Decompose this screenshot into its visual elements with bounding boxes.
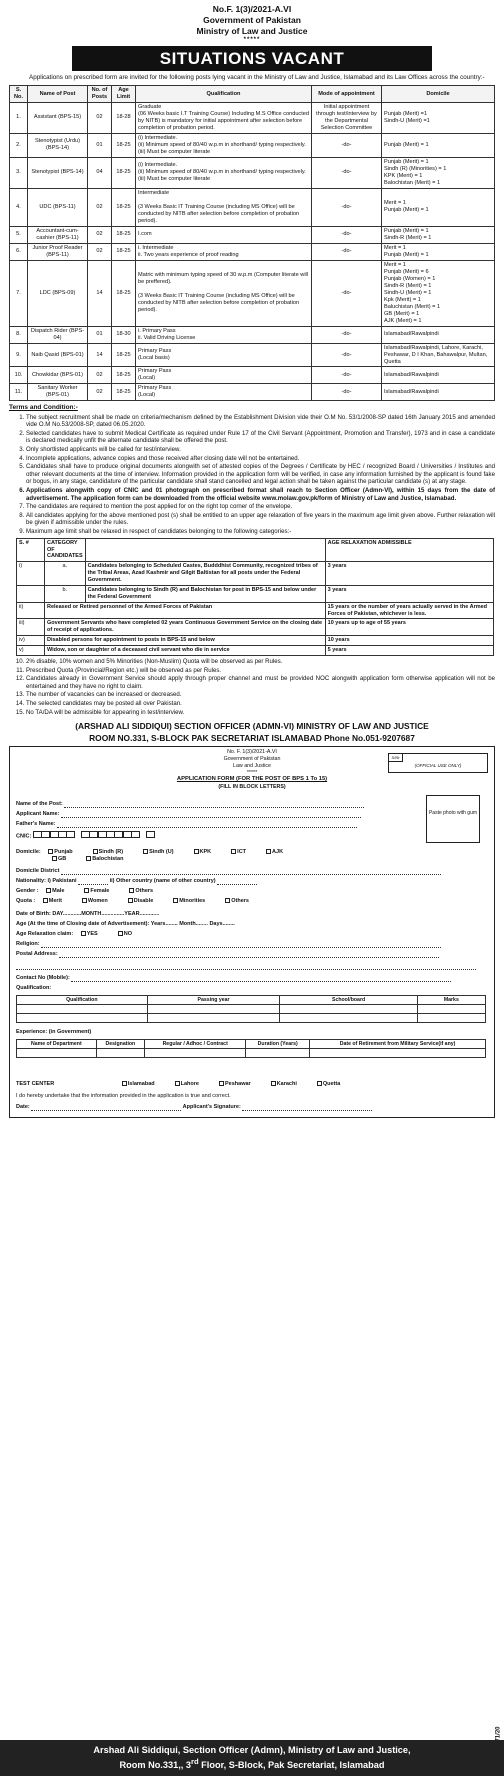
post-qualification: (i) Intermediate. (ii) Minimum speed of 80/40 w.p.m in shorthand/ typing respectively. (iii) Must be computer literate (136, 133, 312, 157)
col-mode: Mode of appointment (312, 86, 382, 103)
quota-option-label: Disable (133, 897, 154, 904)
relax-table-row (17, 646, 494, 656)
cnic-field[interactable] (33, 831, 154, 841)
post-name: Junior Proof Reader (BPS-11) (28, 243, 88, 260)
form-ministry: Law and Justice (233, 762, 271, 769)
post-sno: 8. (10, 326, 28, 343)
domicile-checkbox[interactable] (86, 856, 91, 861)
file-number: No.F. 1(3)/2021-A.VI (212, 4, 292, 14)
domicile-option-label: GB (58, 855, 67, 862)
signature-label: Applicant's Signature: (182, 1103, 241, 1110)
term-item: 13. The number of vacancies can be increased or decreased. (26, 691, 495, 699)
intro-paragraph: Applications on prescribed form are invited for the following posts lying vacant in the Ministry of Law and Justice, Islamabad and its Law Offices across the country:- (29, 74, 485, 82)
gender-row (16, 888, 167, 895)
posts-table-row (10, 226, 495, 243)
col-qualification: Qualification (136, 86, 312, 103)
nationality-pakistani: i) Pakistani (47, 877, 77, 884)
experience-heading: Experience: (in Government) (16, 1028, 92, 1035)
domicile-checkbox[interactable] (48, 849, 53, 854)
gender-option-label: Female (90, 887, 110, 894)
relax-col-sno: S. # (17, 538, 45, 562)
post-sno: 10. (10, 367, 28, 384)
post-count: 04 (88, 157, 112, 188)
footer-sup: rd (190, 1756, 199, 1766)
relax-category: Candidates belonging to Sindh (R) and Balochistan for post in BPS-15 and below under the Federal Government (85, 585, 325, 602)
post-domicile: Islamabad/Rawalpindi (382, 326, 495, 343)
post-count: 02 (88, 103, 112, 134)
gender-checkbox[interactable] (129, 888, 134, 893)
post-domicile: Punjab (Merit) = 1 Sindh (R) (Minorities) = 1 KPK (Merit) = 1 Balochistan (Merit) = 1 (382, 157, 495, 188)
test-center-option-label: Peshawar (224, 1080, 251, 1087)
relax-table-row (17, 562, 494, 586)
col-sno: S. No. (10, 86, 28, 103)
post-domicile: Punjab (Merit) = 1 (382, 133, 495, 157)
post-count: 02 (88, 188, 112, 226)
domicile-option-label: Punjab (54, 848, 73, 855)
cnic-digit-box[interactable] (146, 831, 155, 838)
form-stars: ***** (246, 769, 258, 776)
post-mode: -do- (312, 326, 382, 343)
post-mode: -do- (312, 226, 382, 243)
footer-line-2 (0, 1757, 504, 1771)
posts-table-row (10, 260, 495, 326)
official-use-label: (OFFICIAL USE ONLY) (414, 762, 462, 768)
term-item: 3. Only shortlisted applicants will be called for test/interview. (26, 446, 495, 454)
contact-row (16, 975, 451, 982)
test-center-checkbox[interactable] (175, 1081, 180, 1086)
cnic-label: CNIC: (16, 833, 32, 840)
postal-address-row (16, 951, 439, 958)
official-sno: S/№ (389, 754, 403, 762)
nationality-label: Nationality: (16, 877, 46, 884)
religion-field[interactable] (41, 942, 441, 948)
gender-option-label: Male (52, 887, 65, 894)
post-sno: 1. (10, 103, 28, 134)
father-name-row (16, 821, 357, 828)
footer-floor: Floor, S-Block, Pak Secretariat, Islamabad (198, 1759, 385, 1770)
post-sno: 6. (10, 243, 28, 260)
post-sno: 9. (10, 343, 28, 367)
posts-table-row (10, 103, 495, 134)
post-sno: 5. (10, 226, 28, 243)
relax-category: Disabled persons for appointment to posts in BPS-15 and below (45, 636, 326, 646)
name-of-post-label: Name of the Post: (16, 800, 63, 807)
domicile-checkbox[interactable] (143, 849, 148, 854)
posts-table-row (10, 243, 495, 260)
test-center-checkbox[interactable] (271, 1081, 276, 1086)
experience-header (17, 1039, 486, 1049)
form-title: APPLICATION FORM (FOR THE POST OF BPS 1 To 15) (176, 776, 328, 783)
relax-category: Government Servants who have completed 02 years Continuous Government Service on the closing date of receipt of applications. (45, 619, 326, 636)
post-domicile: Merit = 1 Punjab (Merit) = 1 (382, 188, 495, 226)
col-domicile: Domicile (382, 86, 495, 103)
terms-list (26, 414, 495, 536)
post-mode: -do- (312, 188, 382, 226)
domicile-district-row (16, 868, 441, 875)
photo-box: Paste photo with gum (426, 795, 480, 843)
terms-heading: Terms and Condition:- (9, 404, 78, 412)
e-col-retirement: Date of Retirement from Military Service(if any) (310, 1039, 486, 1049)
col-num: No. of Posts (88, 86, 112, 103)
post-count: 02 (88, 243, 112, 260)
term-item: 2. Selected candidates have to submit Medical Certificate as required under Rule 17 of the Civil Servant (Appointment, Promotion and Transfer), 1973 and in case a candidate is declared medically unfit the alternate candidate shall be offered the post. (26, 430, 495, 445)
posts-table-header (10, 86, 495, 103)
domicile-option-label: Sindh (R) (98, 848, 124, 855)
quota-option-label: Minorities (179, 897, 206, 904)
relax-age: 3 years (325, 585, 493, 602)
government-name: Government of Pakistan (203, 15, 301, 26)
signature-line-1: (ARSHAD ALI SIDDIQUI) SECTION OFFICER (ADMN-VI) MINISTRY OF LAW AND JUSTICE (75, 721, 429, 732)
signature-line-2: ROOM NO.331, S-BLOCK PAK SECRETARIAT ISLAMABAD Phone No.051-9207687 (89, 732, 415, 743)
domicile-option-label: Sindh (U) (149, 848, 174, 855)
relax-sno: iii) (17, 619, 45, 636)
age-row[interactable]: Age (At the time of Closing date of Advertisement): Years........ Month........ Days........ (16, 920, 235, 927)
post-sno: 2. (10, 133, 28, 157)
quota-checkbox[interactable] (43, 898, 48, 903)
relax-table-row (17, 585, 494, 602)
post-age-limit: 18-25 (112, 157, 136, 188)
post-age-limit: 18-25 (112, 343, 136, 367)
situations-vacant-banner: SITUATIONS VACANT (72, 46, 432, 71)
domicile-checkbox[interactable] (231, 849, 236, 854)
relax-col-category: CATEGORY OF CANDIDATES (45, 538, 86, 562)
nationality-pakistani-field[interactable] (78, 879, 108, 885)
post-age-limit: 18-25 (112, 226, 136, 243)
q-col-passing-year: Passing year (147, 995, 280, 1005)
age-relaxation-option-label: NO (123, 930, 132, 937)
nationality-other: ii) Other country (name of other country) (109, 877, 216, 884)
term-item: 12. Candidates already in Government Service should apply through proper channel and must be provided NOC alongwith application form otherwise application will not be entertained and they have no right to claim. (26, 675, 495, 690)
domicile-checkbox[interactable] (93, 849, 98, 854)
domicile-options (16, 849, 297, 862)
quota-checkbox[interactable] (82, 898, 87, 903)
post-name: Stenotypist (Urdu) (BPS-14) (28, 133, 88, 157)
form-government: Government of Pakistan (223, 755, 281, 762)
e-col-designation: Designation (96, 1039, 144, 1049)
post-age-limit: 18-25 (112, 384, 136, 401)
domicile-district-label: Domicile District (16, 867, 60, 874)
post-domicile: Punjab (Merit) =1 Sindh-U (Merit) =1 (382, 103, 495, 134)
posts-table-row (10, 188, 495, 226)
e-col-type: Regular / Adhoc / Contract (145, 1039, 246, 1049)
contact-field[interactable] (71, 976, 451, 982)
relax-category: Released or Retired personnel of the Armed Forces of Pakistan (45, 602, 326, 619)
relax-table-row (17, 619, 494, 636)
quota-row (16, 898, 263, 905)
test-center-option-label: Karachi (276, 1080, 297, 1087)
q-col-board: School/board (280, 995, 417, 1005)
relax-col-desc (85, 538, 325, 562)
post-qualification: I.com (136, 226, 312, 243)
post-sno: 7. (10, 260, 28, 326)
quota-label: Quota : (16, 897, 36, 904)
post-domicile: Islamabad/Rawalpindi (382, 384, 495, 401)
father-name-field[interactable] (57, 822, 357, 828)
post-count: 02 (88, 384, 112, 401)
relax-age: 10 years (325, 636, 493, 646)
header-stars: ***** (243, 37, 261, 44)
post-domicile: Punjab (Merit) = 1 Sindh-R (Merit) = 1 (382, 226, 495, 243)
relax-sub: b. (45, 585, 86, 602)
test-center-checkbox[interactable] (219, 1081, 224, 1086)
declaration: I do hereby undertake that the information provided in the application is true and correct. (16, 1092, 231, 1099)
post-mode: -do- (312, 260, 382, 326)
post-name: Chowkidar (BPS-01) (28, 367, 88, 384)
age-relaxation-checkbox[interactable] (81, 931, 86, 936)
gender-option-label: Others (135, 887, 154, 894)
term-item: 10. 2% disable, 10% women and 5% Minorities (Non-Muslim) Quota will be observed as per Rules. (26, 658, 495, 666)
term-item: 1. The subject recruitment shall be made on criteria/mechanism defined by the Establishment Division vide their O.M No. 53/1/2008-SP dated 16th January 2015 and amended vide O.M No.53/2008-SP, dated 06.05.2020. (26, 414, 495, 429)
postal-address-field[interactable] (59, 952, 439, 958)
experience-row[interactable] (17, 1049, 486, 1058)
qualification-row[interactable] (17, 1005, 486, 1014)
post-qualification: Primary Pass (Local) (136, 367, 312, 384)
term-item: 14. The selected candidates may be posted all over Pakistan. (26, 700, 495, 708)
posts-table-row (10, 326, 495, 343)
post-age-limit: 18-25 (112, 133, 136, 157)
post-mode: -do- (312, 384, 382, 401)
relax-table-header (17, 538, 494, 562)
quota-option-label: Merit (48, 897, 62, 904)
application-form (9, 746, 495, 1118)
test-center-row (16, 1081, 354, 1088)
gender-label: Gender : (16, 887, 39, 894)
domicile-option-label: Balochistan (92, 855, 124, 862)
post-qualification: Primary Pass (Local) (136, 384, 312, 401)
footer-address (0, 1740, 504, 1776)
post-count: 01 (88, 326, 112, 343)
term-item: 5. Candidates shall have to produce original documents alongwith set of attested copies of the Degrees / Certificate by HEC / recognized Board / Universities / Institutes and other relevant documents at the time of interview. Information provided in the application form will be verified, in case any information furnished by the applicant is found fake or bogus, in any stage, candidature of the particular candidate shall stand cancelled and legal action shall be taken against the particular candidate (s) at any stage. (26, 463, 495, 486)
post-mode: -do- (312, 367, 382, 384)
dob-row[interactable]: Date of Birth: DAY............MONTH...............YEAR............. (16, 910, 160, 917)
age-relaxation-row (16, 931, 146, 938)
post-name: Assistant (BPS-15) (28, 103, 88, 134)
relax-age: 3 years (325, 562, 493, 586)
gender-checkbox[interactable] (46, 888, 51, 893)
posts-table-row (10, 343, 495, 367)
term-item: 4. Incomplete applications, advance copies and those received after closing date will not be entertained. (26, 455, 495, 463)
date-field[interactable] (31, 1105, 181, 1111)
posts-table-row (10, 133, 495, 157)
domicile-district-field[interactable] (61, 869, 441, 875)
post-mode: -do- (312, 243, 382, 260)
quota-options (37, 898, 263, 904)
religion-row (16, 941, 441, 948)
age-relaxation-option-label: YES (86, 930, 98, 937)
postal-address-label: Postal Address: (16, 950, 58, 957)
post-name: Dispatch Rider (BPS-04) (28, 326, 88, 343)
post-count: 01 (88, 133, 112, 157)
relax-col-age: AGE RELAXATION ADMISSIBLE (325, 538, 493, 562)
test-center-option-label: Quetta (322, 1080, 341, 1087)
post-age-limit: 18-25 (112, 367, 136, 384)
age-relaxation-label: Age Relaxation claim: (16, 930, 74, 937)
relax-age: 10 years up to age of 55 years (325, 619, 493, 636)
notice-header (0, 0, 504, 45)
col-age: Age Limit (112, 86, 136, 103)
e-col-department: Name of Department (17, 1039, 97, 1049)
posts-table-row (10, 157, 495, 188)
relax-sno: i) (17, 562, 45, 586)
gender-options (40, 888, 167, 894)
relax-sno: ii) (17, 602, 45, 619)
post-count: 02 (88, 367, 112, 384)
test-center-label: TEST CENTER (16, 1080, 55, 1087)
quota-option-label: Women (87, 897, 108, 904)
domicile-checkbox[interactable] (52, 856, 57, 861)
posts-table-row (10, 367, 495, 384)
post-domicile: Islamabad/Rawalpindi, Lahore, Karachi, Peshawar, D I Khan, Bahawalpur, Multan, Quetta (382, 343, 495, 367)
post-domicile: Islamabad/Rawalpindi (382, 367, 495, 384)
applicant-name-row (16, 811, 361, 818)
footer-room: Room No.331,, 3 (119, 1759, 191, 1770)
qualification-row[interactable] (17, 1014, 486, 1023)
terms-list-continued (26, 658, 495, 716)
father-name-label: Father's Name: (16, 820, 56, 827)
post-sno: 3. (10, 157, 28, 188)
post-name: Sanitary Worker (BPS-01) (28, 384, 88, 401)
domicile-option-label: KPK (199, 848, 212, 855)
term-item: 9. Maximum age limit shall be relaxed in respect of candidates belonging to the following categories:- (26, 528, 495, 536)
col-post: Name of Post (28, 86, 88, 103)
domicile-label: Domicile: (16, 848, 41, 855)
official-use-box (388, 753, 488, 773)
post-age-limit: 18-25 (112, 188, 136, 226)
relax-age: 15 years or the number of years actually served in the Armed Forces of Pakistan, whichever is less. (325, 602, 493, 619)
test-center-options (116, 1081, 355, 1087)
quota-checkbox[interactable] (128, 898, 133, 903)
post-mode: Initial appointment through test/interview by the Departmental Selection Committee (312, 103, 382, 134)
post-qualification: Matric with minimum typing speed of 30 w.p.m (Computer literate will be preffered). (3 Weeks Basic IT Training Course (including MS Office) will be conducted by NITB after selection before completion of probation period). (136, 260, 312, 326)
form-file-number: No. F. 1(3)/2021-A.VI (227, 748, 277, 755)
relax-category: Candidates belonging to Scheduled Castes, Budddhist Community, recognized tribes of the Tribal Areas, Azad Kashmir and Gilgit Baltistan for all posts under the Federal Government. (85, 562, 325, 586)
religion-label: Religion: (16, 940, 40, 947)
relax-sno: v) (17, 646, 45, 656)
post-sno: 4. (10, 188, 28, 226)
post-age-limit: 18-25 (112, 260, 136, 326)
test-center-option-label: Lahore (180, 1080, 199, 1087)
post-count: 14 (88, 343, 112, 367)
qualification-header (17, 995, 486, 1005)
quota-option-label: Others (231, 897, 249, 904)
footer-line-1: Arshad Ali Siddiqui, Section Officer (Admn), Ministry of Law and Justice, (93, 1745, 411, 1756)
age-relaxation-options (75, 931, 146, 937)
cnic-digit-box[interactable] (66, 831, 75, 838)
term-item: 15. No TA/DA will be admissible for appearing in test/interview. (26, 709, 495, 717)
post-name: UDC (BPS-11) (28, 188, 88, 226)
domicile-row (16, 849, 297, 863)
relax-sub: a. (45, 562, 86, 586)
contact-label: Contact No (Mobile): (16, 974, 70, 981)
post-qualification: Graduate (06 Weeks basic I.T Training Course) Including M.S Office conducted by NITB) is mandatory for initial appointment after selection before completion of probation period. (136, 103, 312, 134)
age-relaxation-checkbox[interactable] (118, 931, 123, 936)
domicile-option-label: AJK (272, 848, 284, 855)
post-qualification: Primary Pass (Local basis) (136, 343, 312, 367)
post-domicile: Merit = 1 Punjab (Merit) = 1 (382, 243, 495, 260)
posts-table-row (10, 384, 495, 401)
date-label: Date: (16, 1103, 30, 1110)
test-center-checkbox[interactable] (122, 1081, 127, 1086)
term-item: 11. Prescribed Quota (Provincial/Region etc.) will be observed as per Rules. (26, 667, 495, 675)
quota-checkbox[interactable] (173, 898, 178, 903)
post-qualification: (i) Intermediate. (ii) Minimum speed of 80/40 w.p.m in shorthand/ typing respectively. (iii) Must be computer literate (136, 157, 312, 188)
postal-address-line2 (16, 963, 476, 970)
date-signature-row (16, 1104, 372, 1111)
post-domicile: Merit = 1 Punjab (Merit) = 6 Punjab (Women) = 1 Sindh-R (Merit) = 1 Sindh-U (Merit) = 1 Kpk (Merit) = 1 Baluchistan (Merit) = 1 GB (Merit) = 1 AJK (Merit) = 1 (382, 260, 495, 326)
qualification-table (16, 995, 486, 1024)
name-of-post-row (16, 801, 364, 808)
test-center-checkbox[interactable] (317, 1081, 322, 1086)
cnic-row (16, 831, 154, 841)
post-qualification: Intermediate (3 Weeks Basic IT Training Course (including MS Office) will be conducted by NITB after selection before completion of probation period). (136, 188, 312, 226)
ministry-name: Ministry of Law and Justice (196, 26, 308, 37)
post-name: Naib Qasid (BPS-01) (28, 343, 88, 367)
term-item: 6. Applications alongwith copy of CNIC and 01 photograph on prescribed format shall reach to Section Officer (Admn-VI), within 15 days from the date of advertisement. The application form can be downloaded from the official website www.molaw.gov.pk/form of Ministry of Law and Justice, Islamabad. (26, 487, 495, 502)
post-name: LDC (BPS-09) (28, 260, 88, 326)
relax-sno: iv) (17, 636, 45, 646)
post-name: Accountant-cum-cashier (BPS-11) (28, 226, 88, 243)
e-col-duration: Duration (Years) (246, 1039, 310, 1049)
q-col-qualification: Qualification (17, 995, 148, 1005)
post-mode: -do- (312, 133, 382, 157)
domicile-option-label: ICT (237, 848, 247, 855)
gender-checkbox[interactable] (84, 888, 89, 893)
relax-table-row (17, 602, 494, 619)
experience-table (16, 1039, 486, 1059)
domicile-checkbox[interactable] (194, 849, 199, 854)
relax-category: Widow, son or daughter of a deceased civil servant who die in service (45, 646, 326, 656)
post-age-limit: 18-25 (112, 243, 136, 260)
age-relaxation-table (16, 538, 494, 656)
signature-block (0, 721, 504, 744)
relax-age: 5 years (325, 646, 493, 656)
q-col-marks: Marks (417, 995, 485, 1005)
form-subtitle: (FILL IN BLOCK LETTERS) (218, 783, 286, 790)
test-center-option-label: Islamabad (127, 1080, 155, 1087)
nationality-other-field[interactable] (217, 879, 257, 885)
term-item: 7. The candidates are required to mention the post applied for on the right top corner of the envelope. (26, 503, 495, 511)
post-qualification: i. Primary Pass ii. Valid Driving License (136, 326, 312, 343)
post-count: 14 (88, 260, 112, 326)
qualification-heading: Qualification: (16, 984, 52, 991)
posts-table (9, 85, 495, 401)
post-name: Stenotypist (BPS-14) (28, 157, 88, 188)
signature-field[interactable] (242, 1105, 372, 1111)
term-item: 8. All candidates applying for the above mentioned post (s) shall be entitled to an upper age relaxation of five years in the maximum age limit given above. Further relaxation will be given if admissible under the rules. (26, 512, 495, 527)
postal-address-field-2[interactable] (16, 964, 476, 970)
cnic-digit-box[interactable] (131, 831, 140, 838)
applicant-name-label: Applicant Name: (16, 810, 60, 817)
post-sno: 11. (10, 384, 28, 401)
relax-table-row (17, 636, 494, 646)
nationality-row (16, 878, 257, 885)
post-mode: -do- (312, 157, 382, 188)
post-mode: -do- (312, 343, 382, 367)
relax-sno (17, 585, 45, 602)
post-count: 02 (88, 226, 112, 243)
post-age-limit: 18-30 (112, 326, 136, 343)
name-of-post-field[interactable] (64, 802, 364, 808)
domicile-checkbox[interactable] (266, 849, 271, 854)
quota-checkbox[interactable] (225, 898, 230, 903)
post-age-limit: 18-28 (112, 103, 136, 134)
applicant-name-field[interactable] (61, 812, 361, 818)
post-qualification: i. Intermediate ii. Two years experience of proof reading (136, 243, 312, 260)
